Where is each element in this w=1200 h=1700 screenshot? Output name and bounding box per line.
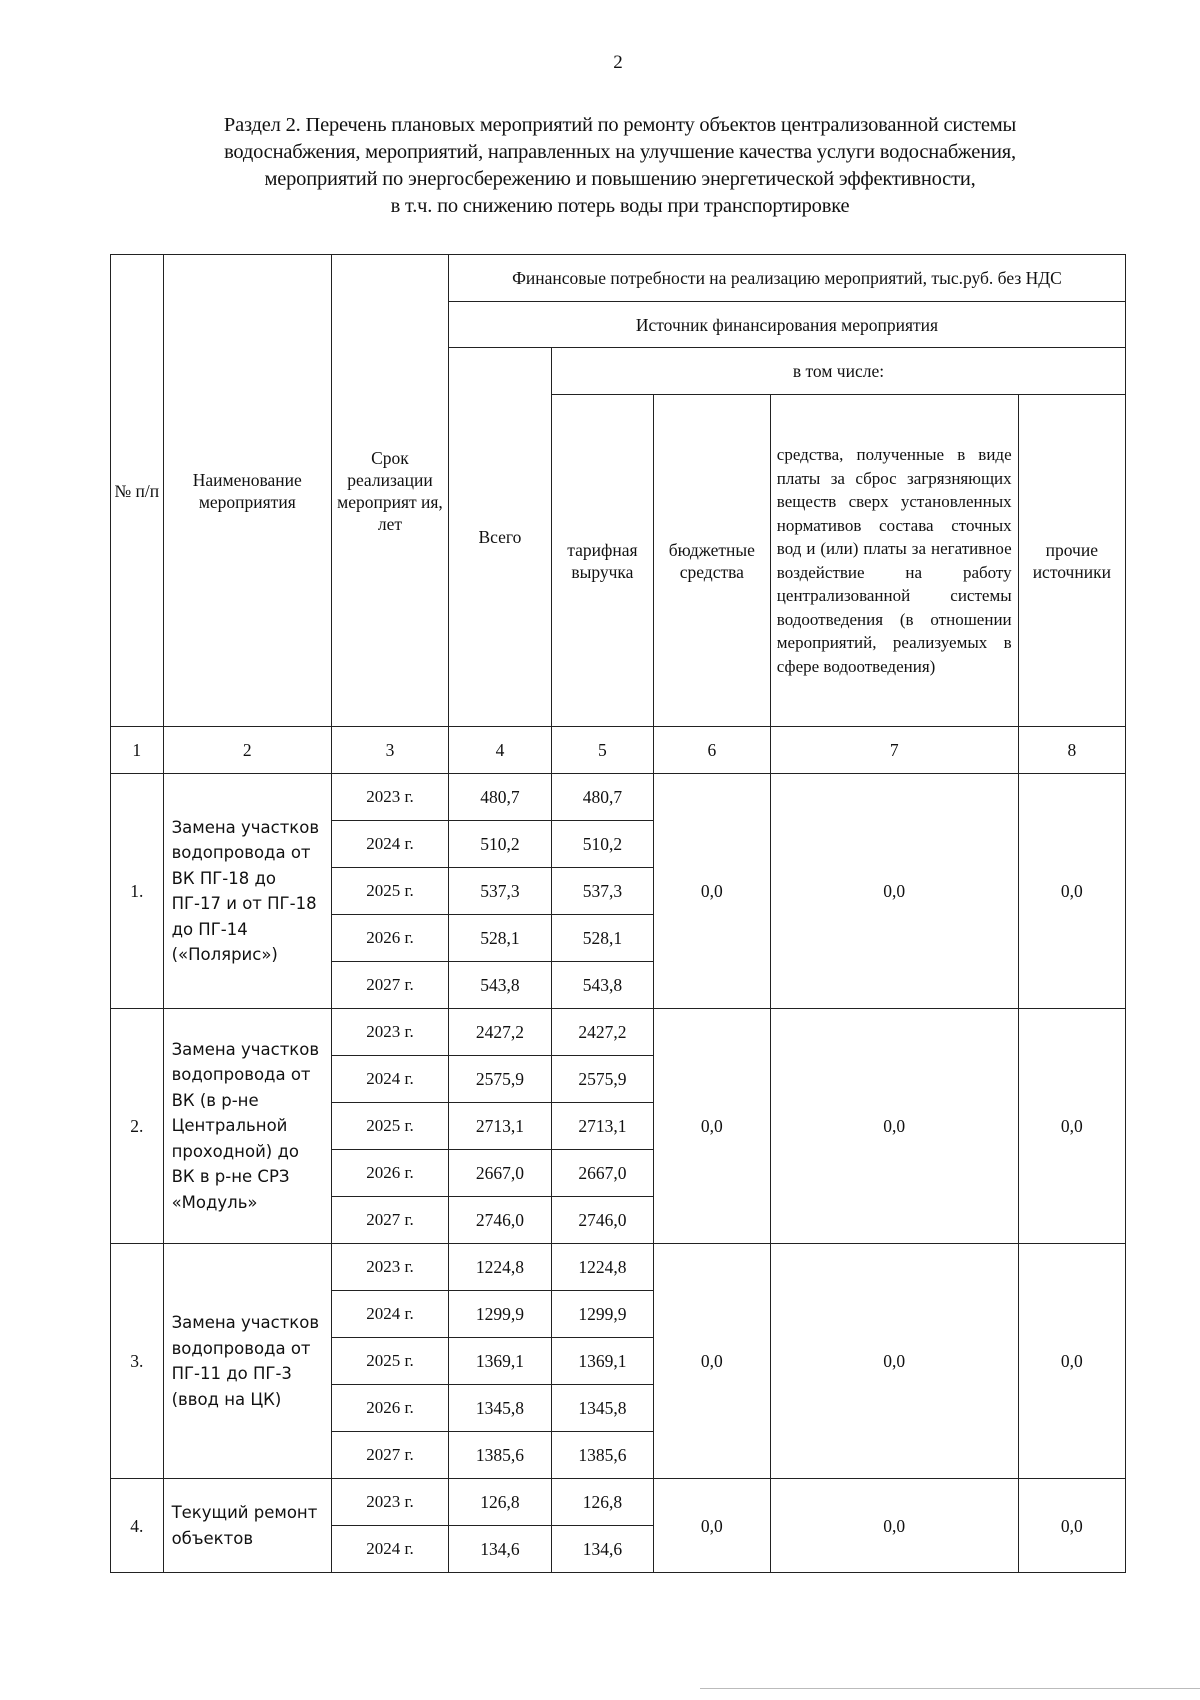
total-cell: 2667,0 [448,1150,551,1197]
column-number: 8 [1018,727,1125,774]
other-cell: 0,0 [1018,1009,1125,1244]
total-cell: 2427,2 [448,1009,551,1056]
year-cell: 2026 г. [332,1385,449,1432]
column-number: 2 [163,727,331,774]
budget-cell: 0,0 [653,774,770,1009]
total-cell: 126,8 [448,1479,551,1526]
budget-cell: 0,0 [653,1244,770,1479]
total-cell: 2713,1 [448,1103,551,1150]
column-number: 7 [770,727,1018,774]
year-cell: 2024 г. [332,1526,449,1573]
header-funding-source: Источник финансирования мероприятия [448,302,1125,348]
total-cell: 537,3 [448,868,551,915]
other-cell: 0,0 [1018,1479,1125,1573]
other-cell: 0,0 [1018,774,1125,1009]
row-number: 4. [111,1479,164,1573]
column-number: 4 [448,727,551,774]
year-cell: 2023 г. [332,1244,449,1291]
heading-line: мероприятий по энергосбережению и повышению энергетической эффективности, [264,168,976,190]
heading-line: водоснабжения, мероприятий, направленных на улучшение качества услуги водоснабжения, [224,141,1016,163]
total-cell: 1369,1 [448,1338,551,1385]
year-cell: 2026 г. [332,915,449,962]
year-cell: 2023 г. [332,774,449,821]
tariff-cell: 510,2 [551,821,653,868]
header-including: в том числе: [551,348,1125,395]
year-cell: 2023 г. [332,1479,449,1526]
header-no: № п/п [111,255,164,727]
measure-name: Замена участков водопровода от ПГ-11 до ПГ-3 (ввод на ЦК) [163,1244,331,1479]
year-cell: 2027 г. [332,1432,449,1479]
tariff-cell: 537,3 [551,868,653,915]
year-cell: 2027 г. [332,1197,449,1244]
tariff-cell: 2427,2 [551,1009,653,1056]
tariff-cell: 543,8 [551,962,653,1009]
tariff-cell: 134,6 [551,1526,653,1573]
fees-cell: 0,0 [770,1244,1018,1479]
measure-name: Замена участков водопровода от ВК ПГ-18 до ПГ-17 и от ПГ-18 до ПГ-14 («Полярис») [163,774,331,1009]
measure-name: Замена участков водопровода от ВК (в р-не Центральной проходной) до ВК в р-не СРЗ «Модуль» [163,1009,331,1244]
header-name: Наименование мероприятия [163,255,331,727]
tariff-cell: 2667,0 [551,1150,653,1197]
column-number: 3 [332,727,449,774]
page-bottom-divider [700,1688,1200,1689]
total-cell: 528,1 [448,915,551,962]
measures-table [110,254,1126,1573]
year-cell: 2023 г. [332,1009,449,1056]
page-number: 2 [613,52,623,73]
header-tariff: тарифная выручка [551,395,653,727]
total-cell: 510,2 [448,821,551,868]
header-term: Срок реализации мероприят ия, лет [332,255,449,727]
table-row [111,1479,1126,1526]
header-fees: средства, полученные в виде платы за сброс загрязняющих веществ сверх установленных нормативов состава сточных вод и (или) платы за негативное воздействие на работу централизованной системы водоотведения (в отношении мероприятий, реализуемых в сфере водоотведения) [770,395,1018,727]
year-cell: 2025 г. [332,868,449,915]
tariff-cell: 1345,8 [551,1385,653,1432]
tariff-cell: 480,7 [551,774,653,821]
tariff-cell: 126,8 [551,1479,653,1526]
fees-cell: 0,0 [770,774,1018,1009]
tariff-cell: 528,1 [551,915,653,962]
total-cell: 1299,9 [448,1291,551,1338]
table-row [111,1244,1126,1291]
fees-cell: 0,0 [770,1479,1018,1573]
header-total: Всего [448,348,551,727]
header-other: прочие источники [1018,395,1125,727]
column-number: 1 [111,727,164,774]
budget-cell: 0,0 [653,1009,770,1244]
total-cell: 2746,0 [448,1197,551,1244]
year-cell: 2024 г. [332,1056,449,1103]
tariff-cell: 2746,0 [551,1197,653,1244]
year-cell: 2024 г. [332,1291,449,1338]
header-budget: бюджетные средства [653,395,770,727]
fees-cell: 0,0 [770,1009,1018,1244]
row-number: 2. [111,1009,164,1244]
year-cell: 2024 г. [332,821,449,868]
tariff-cell: 1224,8 [551,1244,653,1291]
heading-line: Раздел 2. Перечень плановых мероприятий по ремонту объектов централизованной системы [223,114,1017,136]
total-cell: 1385,6 [448,1432,551,1479]
total-cell: 480,7 [448,774,551,821]
tariff-cell: 1369,1 [551,1338,653,1385]
tariff-cell: 1299,9 [551,1291,653,1338]
tariff-cell: 2713,1 [551,1103,653,1150]
year-cell: 2026 г. [332,1150,449,1197]
tariff-cell: 1385,6 [551,1432,653,1479]
year-cell: 2025 г. [332,1338,449,1385]
heading-line: в т.ч. по снижению потерь воды при транспортировке [390,195,850,217]
total-cell: 543,8 [448,962,551,1009]
budget-cell: 0,0 [653,1479,770,1573]
table-row [111,774,1126,821]
table-row [111,1009,1126,1056]
row-number: 3. [111,1244,164,1479]
column-number: 5 [551,727,653,774]
total-cell: 2575,9 [448,1056,551,1103]
header-financial-needs: Финансовые потребности на реализацию мероприятий, тыс.руб. без НДС [448,255,1125,302]
section-heading [150,112,1090,220]
other-cell: 0,0 [1018,1244,1125,1479]
total-cell: 1224,8 [448,1244,551,1291]
year-cell: 2025 г. [332,1103,449,1150]
tariff-cell: 2575,9 [551,1056,653,1103]
column-number: 6 [653,727,770,774]
total-cell: 1345,8 [448,1385,551,1432]
year-cell: 2027 г. [332,962,449,1009]
measure-name: Текущий ремонт объектов [163,1479,331,1573]
row-number: 1. [111,774,164,1009]
total-cell: 134,6 [448,1526,551,1573]
